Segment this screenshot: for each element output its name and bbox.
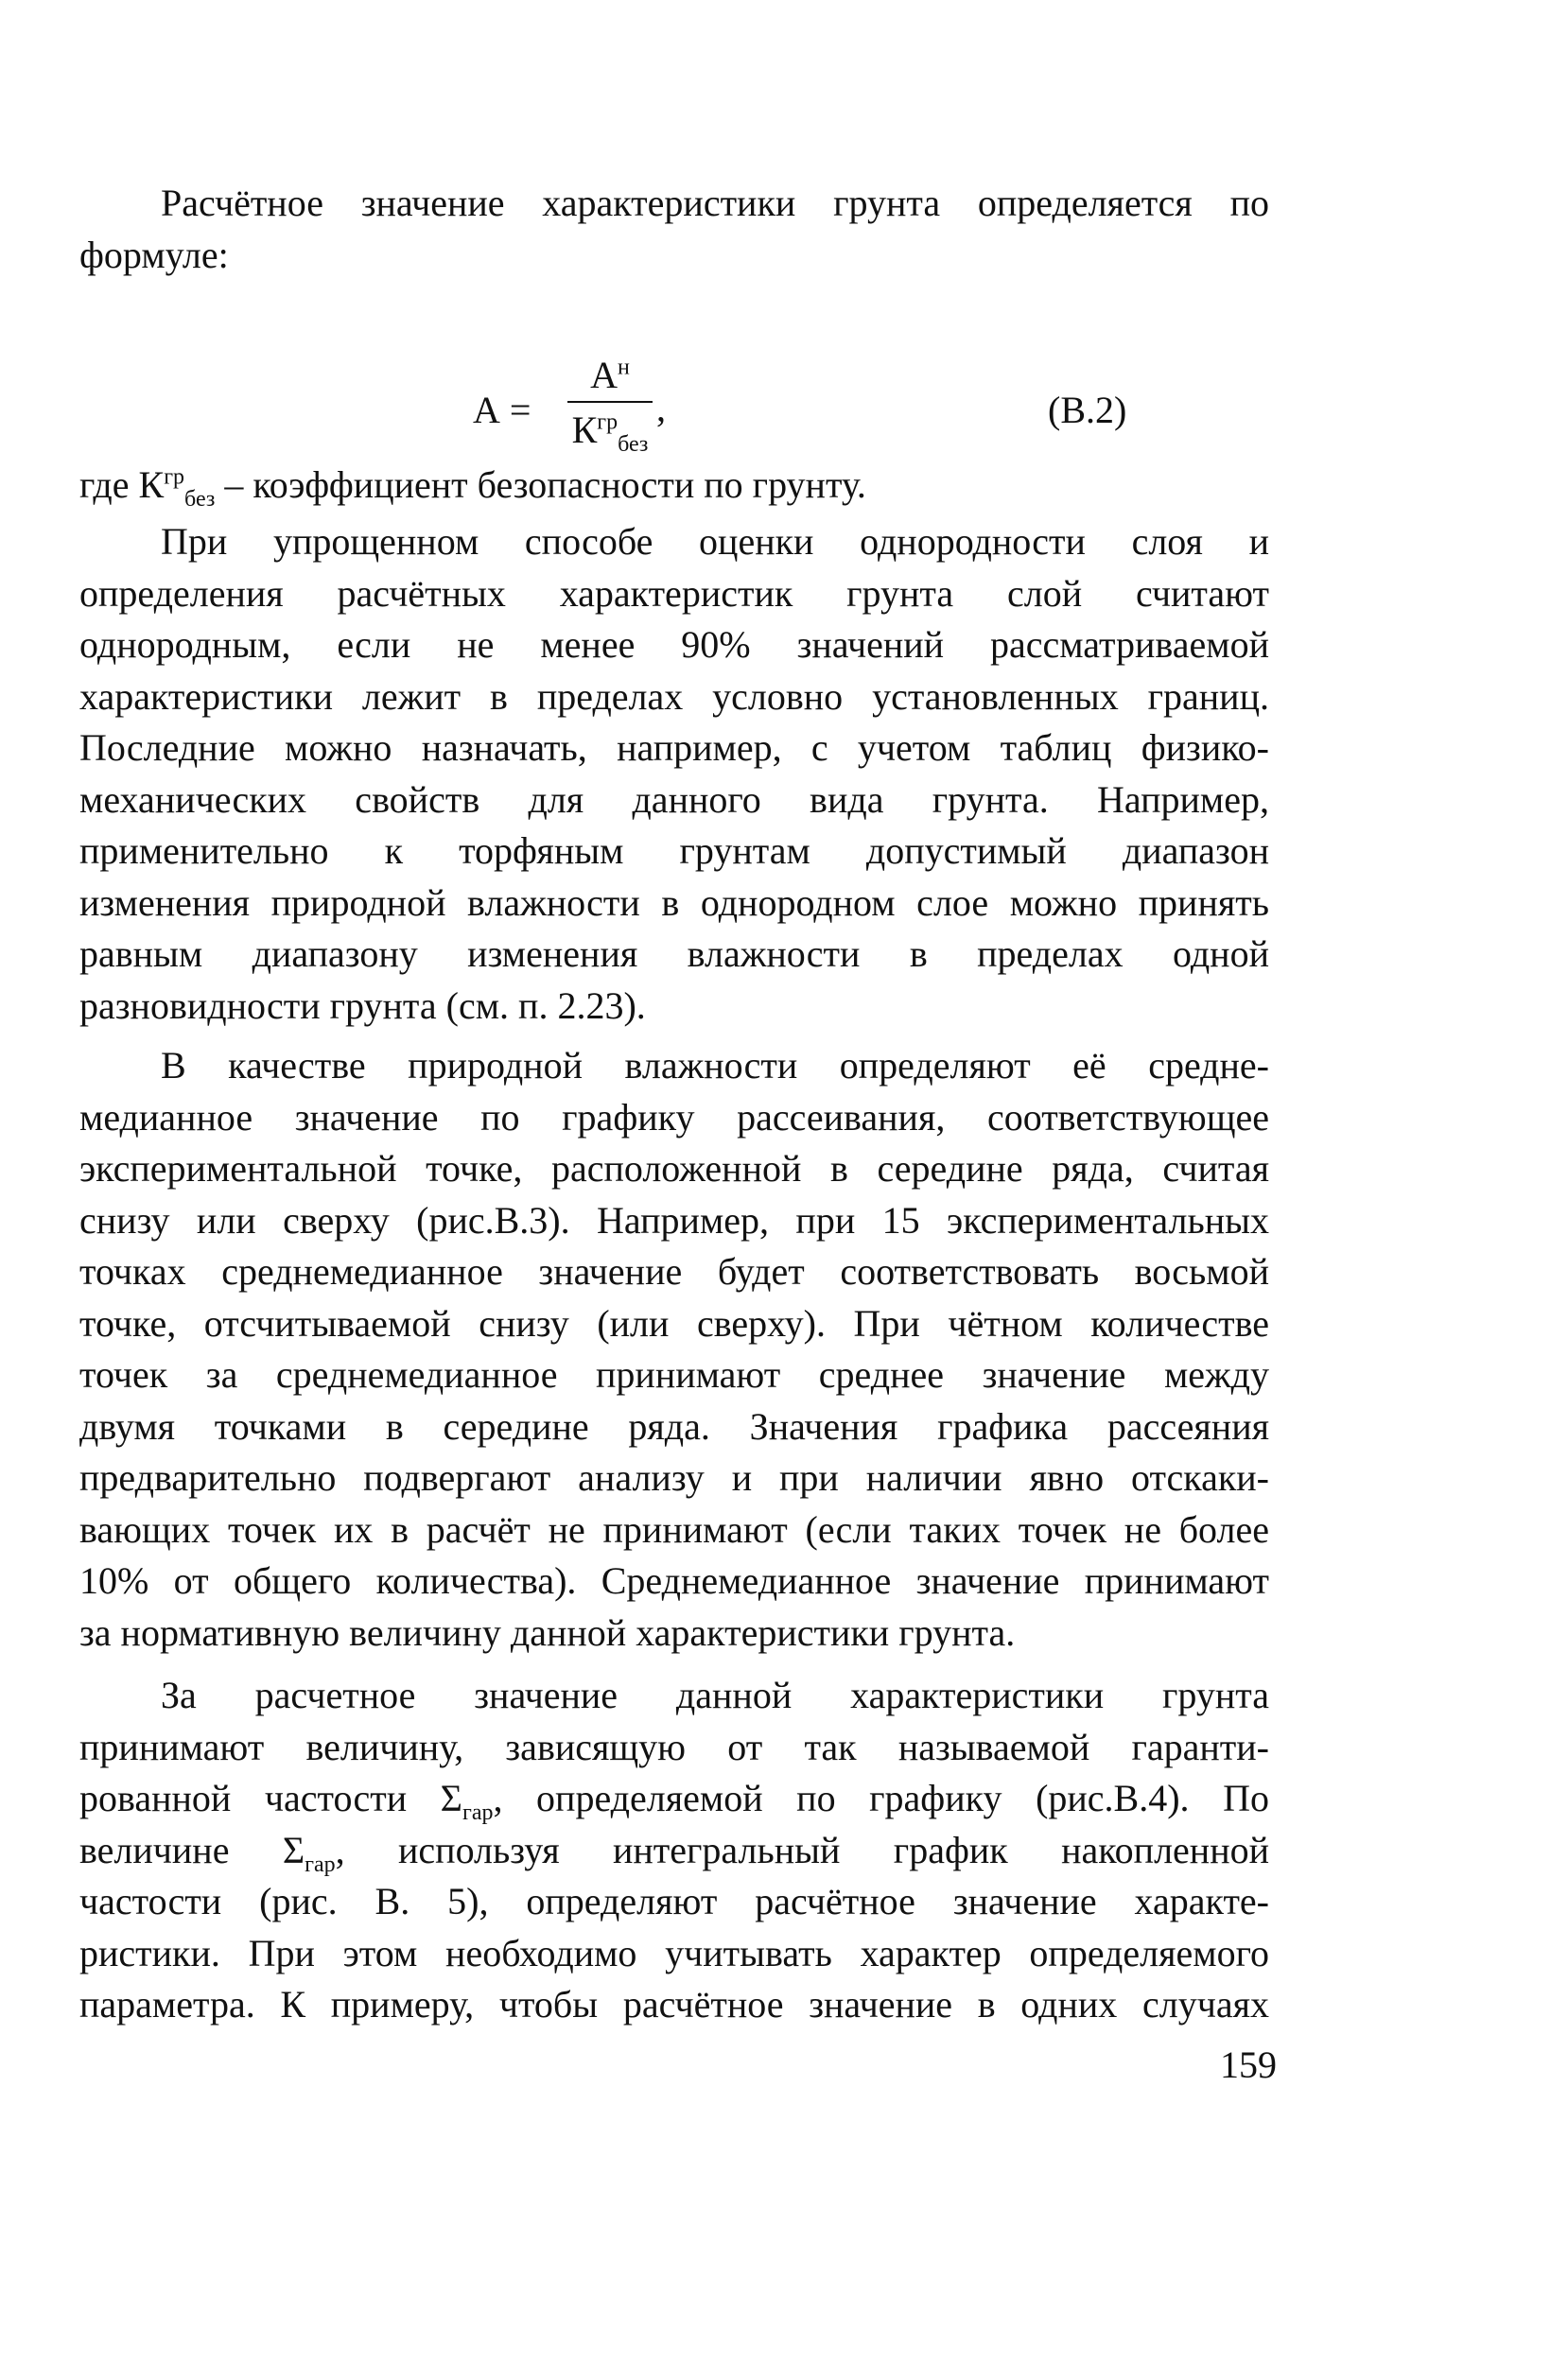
formula-denominator: $К^{гр}_{без}$ <box>571 409 649 457</box>
p2-line: В качестве природной влажности определяют её средне- <box>161 1044 1269 1087</box>
formula-label: (В.2) <box>1048 389 1127 431</box>
definition-prefix: где К <box>79 463 165 506</box>
intro-paragraph <box>79 178 1269 281</box>
paragraph-2 <box>79 1040 1269 1659</box>
p1-line: однородным, если не менее 90% значений рассматриваемой <box>79 623 1269 666</box>
p1-line: характеристики лежит в пределах условно установленных границ. <box>79 674 1269 718</box>
p3-line: За расчетное значение данной характеристики грунта <box>161 1674 1269 1716</box>
p1-line: При упрощенном способе оценки однородности слоя и <box>161 520 1269 563</box>
p3-line: рованной частости $\Sigma_{гар}$, определяемой по графику (рис.В.4). По <box>79 1777 1269 1825</box>
intro-line-1: Расчётное значение характеристики грунта определяется по <box>161 182 1269 224</box>
formula-numerator: $А^н$ <box>590 354 630 396</box>
p3-line: частости (рис. В. 5), определяют расчётное значение характе- <box>79 1880 1269 1922</box>
p2-line: медианное значение по графику рассеивания, соответствующее <box>79 1095 1269 1139</box>
p1-line: равным диапазону изменения влажности в пределах одной <box>79 932 1269 975</box>
definition-text: – коэффициент безопасности по грунту. <box>215 463 866 506</box>
intro-line-2: формуле: <box>79 233 229 276</box>
p1-line: механических свойств для данного вида грунта. Например, <box>79 777 1269 821</box>
p3-line: величине $\Sigma_{гар}$, используя интегральный график накопленной <box>79 1828 1269 1877</box>
p1-line: применительно к торфяным грунтам допустимый диапазон <box>79 829 1269 872</box>
paragraph-1 <box>79 516 1269 1032</box>
definition-line <box>79 460 1269 512</box>
p2-line: двумя точками в середине ряда. Значения графика рассеяния <box>79 1404 1269 1448</box>
definition-sup: гр <box>164 464 185 490</box>
p1-line: Последние можно назначать, например, с учетом таблиц физико- <box>79 726 1269 769</box>
p3-line: ристики. При этом необходимо учитывать характер определяемого <box>79 1931 1269 1974</box>
formula-comma: , <box>656 387 666 429</box>
p2-line: точек за среднемедианное принимают среднее значение между <box>79 1353 1269 1396</box>
page-number: 159 <box>1220 2043 1277 2086</box>
p2-line: экспериментальной точке, расположенной в середине ряда, считая <box>79 1147 1269 1190</box>
p1-line: изменения природной влажности в однородном слое можно принять <box>79 880 1269 924</box>
p1-line: определения расчётных характеристик грунта слой считают <box>79 571 1269 615</box>
p2-line: снизу или сверху (рис.В.3). Например, при 15 экспериментальных <box>79 1198 1269 1242</box>
p2-line: точке, отсчитываемой снизу (или сверху). При чётном количестве <box>79 1301 1269 1345</box>
p2-line: 10% от общего количества). Среднемедианное значение принимают <box>79 1559 1269 1602</box>
fraction-bar <box>567 401 653 403</box>
definition-sub: без <box>184 487 216 512</box>
formula-b2 <box>0 352 1568 456</box>
p2-line: за нормативную величину данной характеристики грунта. <box>79 1610 1016 1654</box>
p2-line: точках среднемедианное значение будет соответствовать восьмой <box>79 1250 1269 1293</box>
paragraph-3 <box>79 1670 1269 2031</box>
p3-line: параметра. К примеру, чтобы расчётное значение в одних случаях <box>79 1983 1269 2026</box>
p2-line: вающих точек их в расчёт не принимают (если таких точек не более <box>79 1507 1269 1551</box>
p3-line: принимают величину, зависящую от так называемой гаранти- <box>79 1725 1269 1768</box>
formula-lhs: А = <box>473 389 531 431</box>
p1-line: разновидности грунта (см. п. 2.23). <box>79 983 646 1027</box>
formula-fraction <box>567 352 653 456</box>
p2-line: предварительно подвергают анализу и при наличии явно отскаки- <box>79 1456 1269 1499</box>
